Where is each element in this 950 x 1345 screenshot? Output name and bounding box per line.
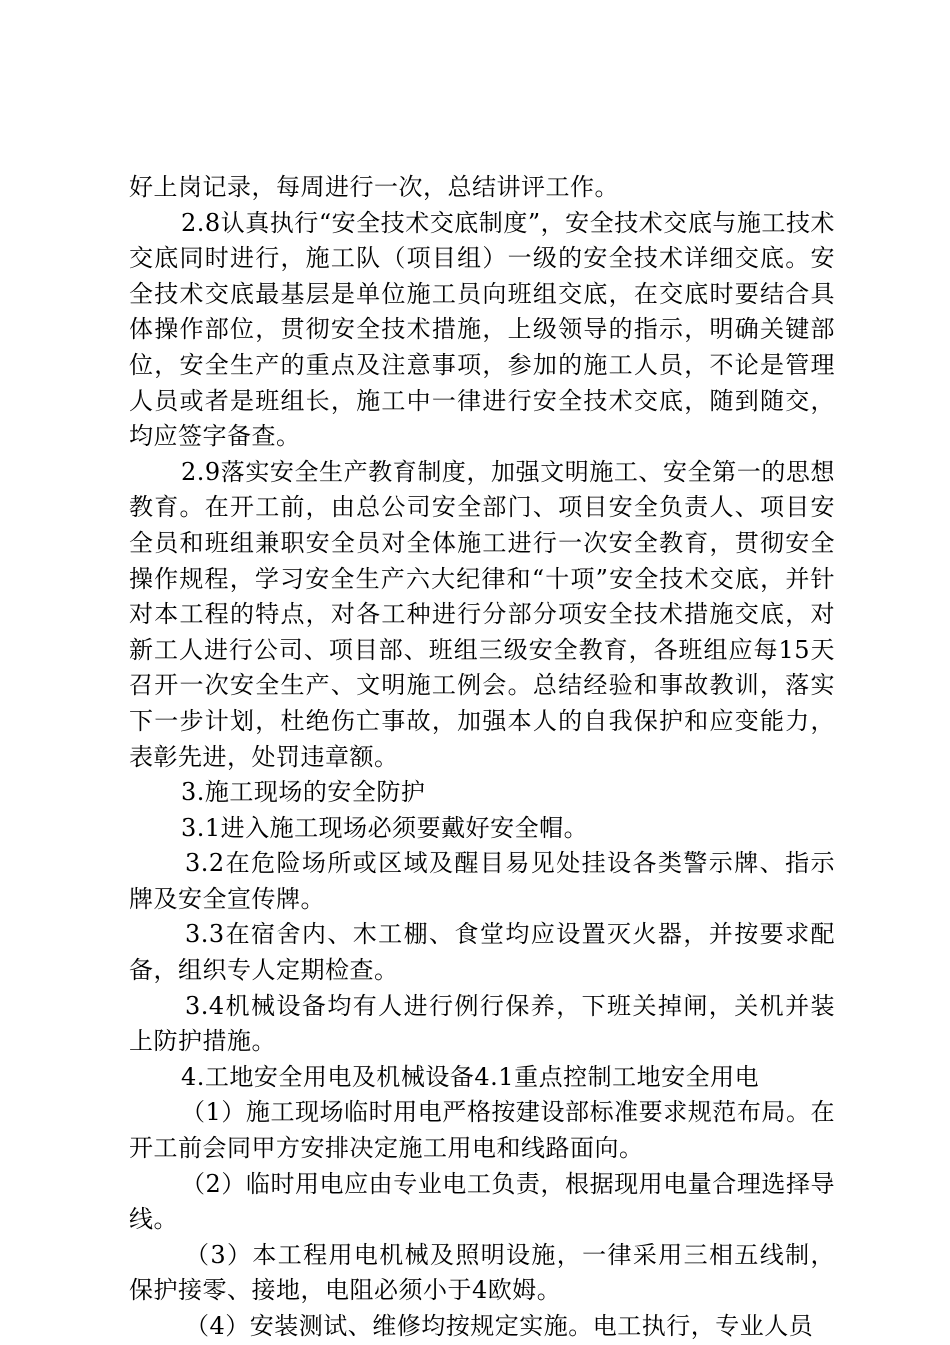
list-item-4: （4）安装测试、维修均按规定实施。电工执行，专业人员: [185, 1312, 814, 1340]
paragraph-3-1: 3.1进入施工现场必须要戴好安全帽。: [181, 813, 589, 842]
list-item-3: （3）本工程用电机械及照明设施，一律采用三相五线制，保护接零、接地，电阻必须小于4欧姆。: [129, 1240, 835, 1305]
paragraph-3-2: 3.2在危险场所或区域及醒目易见处挂设各类警示牌、指示牌及安全宣传牌。: [129, 849, 835, 913]
paragraph-2-9: 2.9落实安全生产教育制度，加强文明施工、安全第一的思想教育。在开工前，由总公司安全部门、项目安全负责人、项目安全员和班组兼职安全员对全体施工进行一次安全教育，贯彻安全操作规程，学习安全生产六大纪律和“十项”安全技术交底，并针对本工程的特点，对各工种进行分部分项安全技术措施交底，对新工人进行公司、项目部、班组三级安全教育，各班组应每15天召开一次安全生产、文明施工例会。总结经验和事故教训，落实下一步计划，杜绝伤亡事故，加强本人的自我保护和应变能力，表彰先进，处罚违章额。: [129, 457, 835, 771]
document-body: [129, 170, 835, 1345]
paragraph-continuation: 好上岗记录，每周进行一次，总结讲评工作。: [129, 173, 619, 201]
section-heading-4: 4.工地安全用电及机械设备4.1重点控制工地安全用电: [181, 1062, 760, 1091]
list-item-1: （1）施工现场临时用电严格按建设部标准要求规范布局。在开工前会同甲方安排决定施工用电和线路面向。: [129, 1098, 835, 1163]
paragraph-2-8: 2.8认真执行“安全技术交底制度”，安全技术交底与施工技术交底同时进行，施工队（项目组）一级的安全技术详细交底。安全技术交底最基层是单位施工员向班组交底，在交底时要结合具体操作部位，贯彻安全技术措施，上级领导的指示，明确关键部位，安全生产的重点及注意事项，参加的施工人员，不论是管理人员或者是班组长，施工中一律进行安全技术交底，随到随交，均应签字备查。: [129, 208, 835, 451]
paragraph-3-3: 3.3在宿舍内、木工棚、食堂均应设置灭火器，并按要求配备，组织专人定期检查。: [129, 920, 835, 985]
list-item-2: （2）临时用电应由专业电工负责，根据现用电量合理选择导线。: [129, 1169, 835, 1234]
section-heading-3: 3.施工现场的安全防护: [181, 778, 426, 807]
paragraph-3-4: 3.4机械设备均有人进行例行保养，下班关掉闸，关机并装上防护措施。: [129, 991, 835, 1056]
